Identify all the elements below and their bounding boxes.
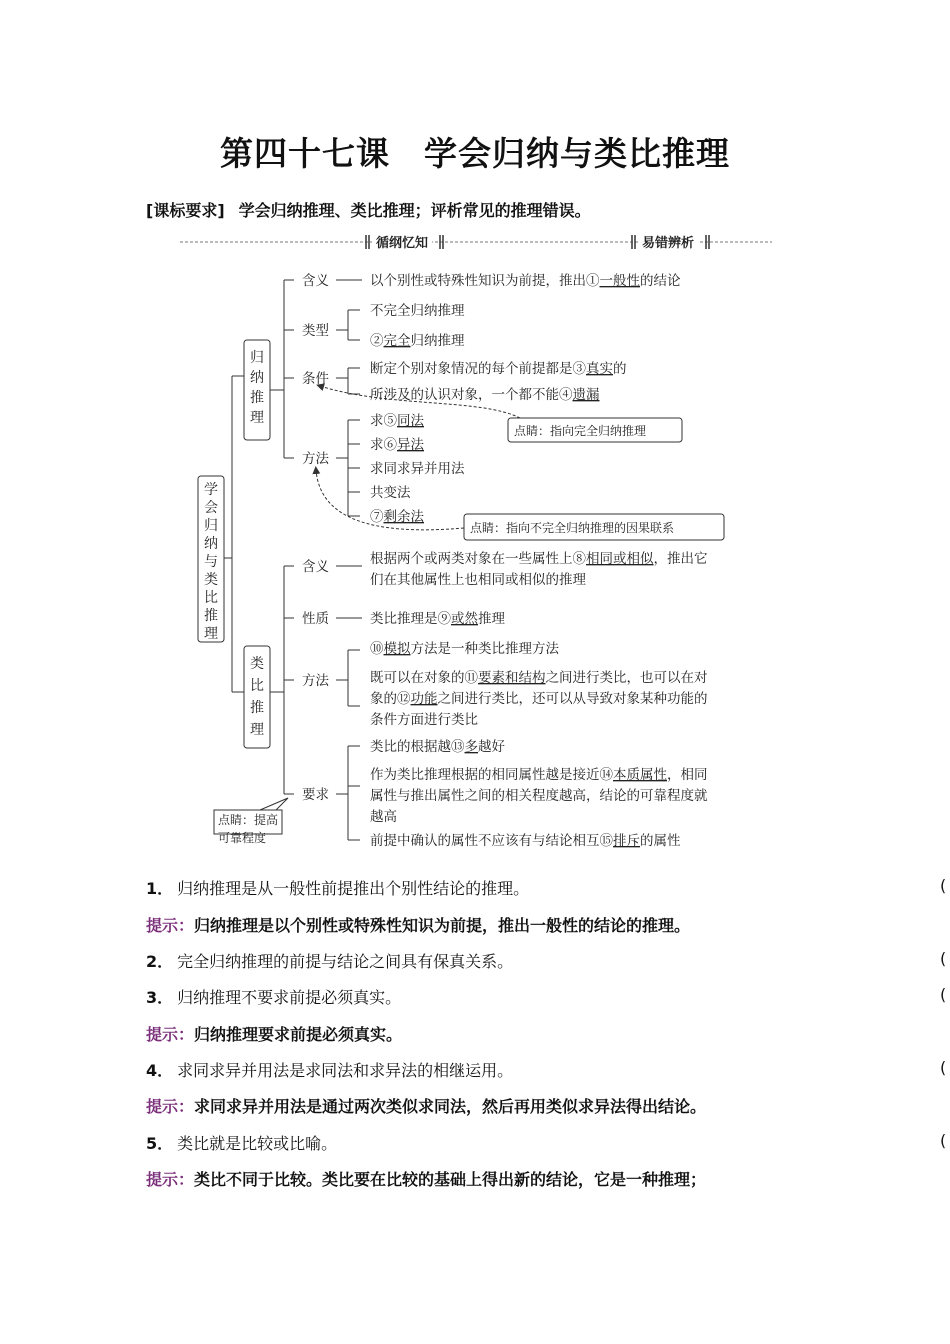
induction-method-4: 共变法 — [370, 485, 411, 501]
analogy-method-label: 方法 — [302, 673, 329, 689]
svg-text:理: 理 — [204, 626, 218, 642]
analogy-method-2-line-2: 象的⑫功能之间进行类比，还可以从导致对象某种功能的 — [370, 691, 708, 707]
analogy-meaning-line-2: 们在其他属性上也相同或相似的推理 — [370, 572, 586, 588]
induction-condition-label: 条件 — [302, 371, 329, 387]
answer-paren-1: ( — [940, 876, 947, 895]
induction-meaning-text: 以个别性或特殊性知识为前提，推出①一般性的结论 — [370, 273, 681, 289]
answer-paren-3: ( — [940, 985, 947, 1004]
analogy-nature-label: 性质 — [302, 611, 329, 627]
induction-method-2: 求⑥异法 — [370, 437, 424, 453]
induction-condition-1: 断定个别对象情况的每个前提都是③真实的 — [370, 361, 627, 377]
svg-text:类: 类 — [204, 572, 218, 588]
svg-text:推: 推 — [250, 390, 264, 406]
analogy-method-2-line-3: 条件方面进行类比 — [370, 712, 478, 728]
analogy-nature-text: 类比推理是⑨或然推理 — [370, 611, 505, 627]
analogy-meaning-label: 含义 — [302, 559, 329, 575]
answer-paren-4: ( — [940, 1058, 947, 1077]
analogy-method-2-line-1: 既可以在对象的⑪要素和结构之间进行类比，也可以在对 — [370, 670, 708, 686]
induction-method-5: ⑦剩余法 — [370, 509, 424, 525]
mind-map — [190, 258, 770, 858]
answer-paren-2: ( — [940, 949, 947, 968]
root-label — [204, 482, 218, 642]
analogy-meaning-line-1: 根据两个或两类对象在一些属性上⑧相同或相似，推出它 — [370, 551, 708, 567]
analogy-note-line-1: 点睛：提高 — [218, 813, 279, 827]
induction-condition-2: 所涉及的认识对象，一个都不能④遗漏 — [370, 387, 600, 403]
induction-note-2: 点睛：指向不完全归纳推理的因果联系 — [470, 521, 675, 535]
banner-label-errors: 易错辨析 — [638, 232, 698, 251]
hint-5: 提示：类比不同于比较。类比要在比较的基础上得出新的结论，它是一种推理； — [146, 1170, 707, 1189]
svg-text:归: 归 — [250, 350, 264, 366]
question-2: 2． 完全归纳推理的前提与结论之间具有保真关系。 — [146, 952, 514, 971]
hint-1: 提示：归纳推理是以个别性或特殊性知识为前提，推出一般性的结论的推理。 — [146, 916, 691, 935]
question-5: 5． 类比就是比较或比喻。 — [146, 1134, 338, 1153]
svg-text:推: 推 — [204, 608, 218, 624]
analogy-req-1: 类比的根据越⑬多越好 — [370, 739, 505, 755]
induction-label — [250, 350, 264, 426]
svg-text:类: 类 — [250, 656, 264, 672]
analogy-method-1: ⑩模拟方法是一种类比推理方法 — [370, 641, 559, 657]
analogy-note-line-2: 可靠程度 — [218, 831, 267, 845]
induction-note-1: 点睛：指向完全归纳推理 — [514, 424, 647, 438]
analogy-label — [250, 655, 264, 738]
question-4: 4． 求同求异并用法是求同法和求异法的相继运用。 — [146, 1061, 514, 1080]
svg-text:比: 比 — [250, 678, 264, 694]
banner-label-review: 循纲忆知 — [372, 232, 432, 251]
induction-types-label: 类型 — [302, 323, 329, 339]
induction-type-2: ②完全归纳推理 — [370, 333, 465, 349]
svg-text:纳: 纳 — [204, 536, 218, 552]
induction-method-3: 求同求异并用法 — [370, 461, 465, 477]
analogy-req-label: 要求 — [302, 787, 329, 803]
induction-method-label: 方法 — [302, 451, 329, 467]
svg-text:学: 学 — [204, 482, 218, 498]
question-1: 1． 归纳推理是从一般性前提推出个别性结论的推理。 — [146, 879, 530, 898]
induction-meaning-label: 含义 — [302, 273, 329, 289]
hint-3: 提示：归纳推理要求前提必须真实。 — [146, 1025, 403, 1044]
requirement-text: 学会归纳推理、类比推理；评析常见的推理错误。 — [238, 201, 591, 220]
analogy-req-2-line-3: 越高 — [370, 809, 397, 825]
svg-text:比: 比 — [204, 590, 218, 606]
page-title: 第四十七课 学会归纳与类比推理 — [220, 134, 730, 173]
course-requirement — [146, 198, 591, 221]
svg-text:纳: 纳 — [250, 370, 264, 386]
question-3: 3． 归纳推理不要求前提必须真实。 — [146, 988, 402, 1007]
svg-text:推: 推 — [250, 700, 264, 716]
analogy-req-2-line-1: 作为类比推理根据的相同属性越是接近⑭本质属性，相同 — [370, 767, 708, 783]
svg-text:与: 与 — [204, 554, 218, 570]
analogy-req-2-line-2: 属性与推出属性之间的相关程度越高，结论的可靠程度就 — [370, 788, 708, 804]
analogy-req-3: 前提中确认的属性不应该有与结论相互⑮排斥的属性 — [370, 833, 681, 849]
svg-text:理: 理 — [250, 410, 264, 426]
svg-text:归: 归 — [204, 518, 218, 534]
svg-text:会: 会 — [204, 500, 218, 516]
induction-type-1: 不完全归纳推理 — [370, 303, 465, 319]
hint-4: 提示：求同求异并用法是通过两次类似求同法，然后再用类似求异法得出结论。 — [146, 1097, 707, 1116]
induction-method-1: 求⑤同法 — [370, 413, 424, 429]
requirement-label: [课标要求] — [146, 201, 225, 220]
answer-paren-5: ( — [940, 1131, 947, 1150]
svg-text:理: 理 — [250, 722, 264, 738]
